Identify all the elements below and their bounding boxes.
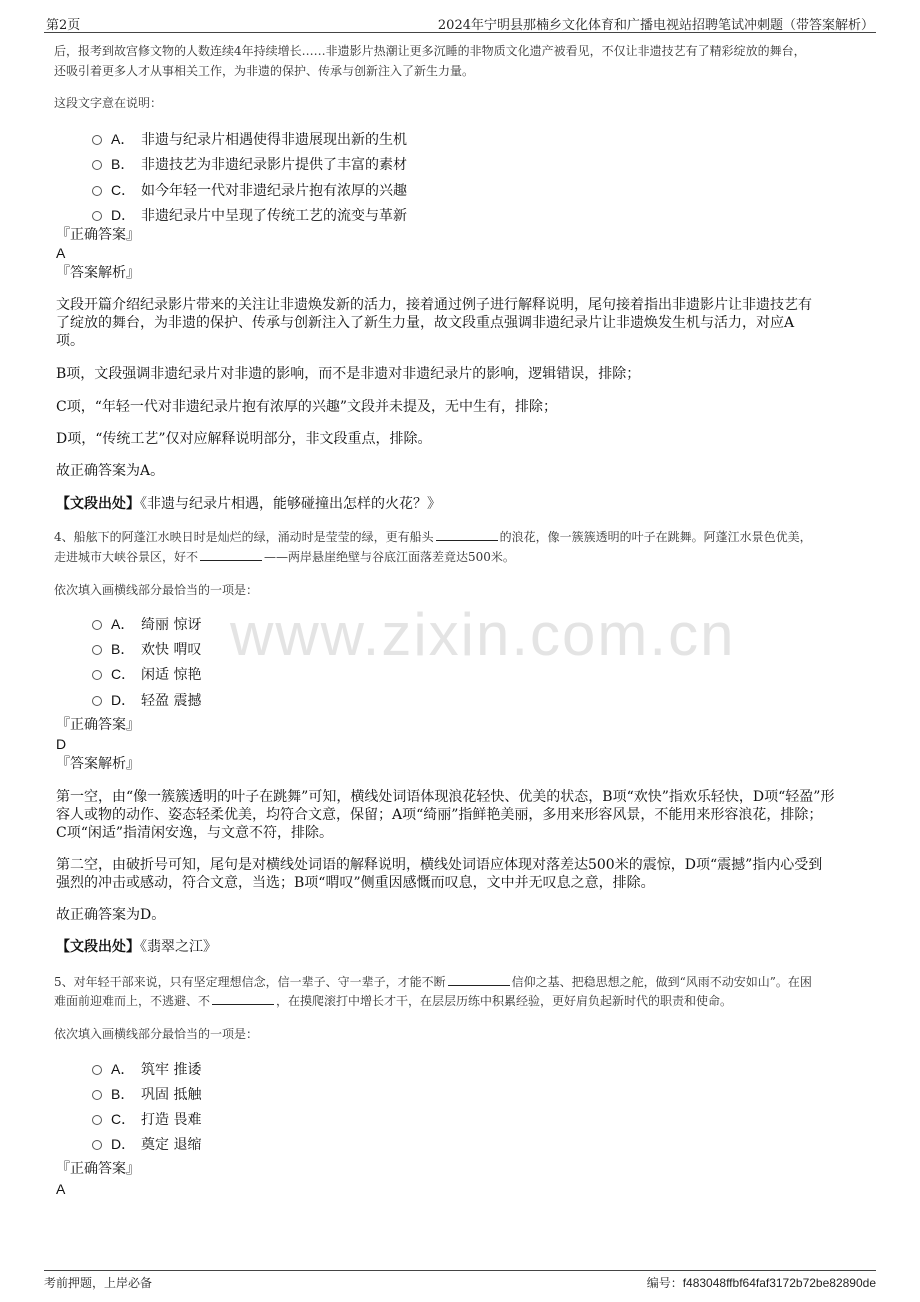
q3-prompt: 这段文字意在说明： — [54, 96, 163, 110]
document-title: 2024年宁明县那楠乡文化体育和广播电视站招聘笔试冲刺题（带答案解析） — [437, 18, 874, 33]
q4-option-c[interactable]: C． 闲适 惊艳 — [92, 664, 201, 684]
q5-option-a[interactable]: A． 筑牢 推诿 — [92, 1059, 201, 1079]
q3-analysis-line: 故正确答案为A。 — [56, 463, 165, 479]
q4-prompt: 依次填入画横线部分最恰当的一项是： — [54, 583, 259, 597]
q3-answer-label: 『正确答案』 — [56, 227, 140, 243]
q3-text-line2: 还吸引着更多人才从事相关工作，为非遗的保护、传承与创新注入了新生力量。 — [54, 64, 475, 78]
q4-analysis-line: 第一空，由“像一簇簇透明的叶子在跳舞”可知，横线处词语体现浪花轻快、优美的状态，B项“欢快”指欢乐轻快，D项“轻盈”形 — [56, 789, 835, 805]
q3-analysis-line: C项，“年轻一代对非遗纪录片抱有浓厚的兴趣”文段并未提及，无中生有，排除； — [56, 399, 558, 415]
q5-prompt: 依次填入画横线部分最恰当的一项是： — [54, 1027, 259, 1041]
q5-answer: A — [56, 1181, 66, 1197]
radio-icon[interactable] — [92, 1065, 102, 1075]
q3-option-c[interactable]: C． 如今年轻一代对非遗纪录片抱有浓厚的兴趣 — [92, 180, 407, 200]
radio-icon[interactable] — [92, 1140, 102, 1150]
fill-blank — [436, 528, 498, 541]
radio-icon[interactable] — [92, 1090, 102, 1100]
q3-analysis-line: D项，“传统工艺”仅对应解释说明部分，非文段重点，排除。 — [56, 431, 432, 447]
q3-text-line1: 后，报考到故宫修文物的人数连续4年持续增长……非遗影片热潮让更多沉睡的非物质文化遗产被看见，不仅让非遗技艺有了精彩绽放的舞台， — [54, 44, 806, 58]
q4-analysis-line: 第二空，由破折号可知，尾句是对横线处词语的解释说明，横线处词语应体现对落差达500米的震惊，D项“震撼”指内心受到 — [56, 857, 823, 873]
radio-icon[interactable] — [92, 186, 102, 196]
q3-analysis-line: 项。 — [56, 333, 84, 349]
q4-text-line2: 走进城市大峡谷景区，好不 ——两岸悬崖绝壁与谷底江面落差竟达500米。 — [54, 550, 515, 564]
q4-analysis-label: 『答案解析』 — [56, 756, 140, 772]
radio-icon[interactable] — [92, 135, 102, 145]
radio-icon[interactable] — [92, 620, 102, 630]
q3-analysis-line: B项，文段强调非遗纪录片对非遗的影响，而不是非遗对非遗纪录片的影响，逻辑错误，排除； — [56, 366, 641, 382]
q3-answer: A — [56, 245, 66, 261]
radio-icon[interactable] — [92, 211, 102, 221]
q3-analysis-label: 『答案解析』 — [56, 265, 140, 281]
q4-text-line1: 4、船舷下的阿蓬江水映日时是灿烂的绿，涌动时是莹莹的绿，更有船头 的浪花，像一簇簇透明的叶子在跳舞。阿蓬江水景色优美， — [54, 530, 812, 544]
q4-analysis-line: 强烈的冲击或感动，符合文意，当选；B项“喟叹”侧重因感慨而叹息，文中并无叹息之意，排除。 — [56, 875, 655, 891]
q5-answer-label: 『正确答案』 — [56, 1161, 140, 1177]
q5-option-d[interactable]: D． 奠定 退缩 — [92, 1134, 201, 1154]
document-id: 编号：f483048ffbf64faf3172b72be82890de — [646, 1276, 876, 1290]
q4-option-d[interactable]: D． 轻盈 震撼 — [92, 690, 201, 710]
q3-option-d[interactable]: D． 非遗纪录片中呈现了传统工艺的流变与革新 — [92, 205, 407, 225]
q4-source: 【文段出处】《翡翠之江》 — [56, 939, 217, 955]
fill-blank — [448, 973, 510, 986]
q4-option-a[interactable]: A． 绮丽 惊讶 — [92, 614, 201, 634]
radio-icon[interactable] — [92, 645, 102, 655]
fill-blank — [212, 992, 274, 1005]
q4-answer: D — [56, 736, 67, 752]
q3-analysis-line: 了绽放的舞台，为非遗的保护、传承与创新注入了新生力量，故文段重点强调非遗纪录片让非遗焕发生机与活力，对应A — [56, 315, 795, 331]
q4-analysis-line: 容人或物的动作、姿态轻柔优美，均符合文意，保留；A项“绮丽”指鲜艳美丽，多用来形容风景，不能用来形容浪花，排除； — [56, 807, 823, 823]
q3-option-a[interactable]: A． 非遗与纪录片相遇使得非遗展现出新的生机 — [92, 129, 407, 149]
q4-answer-label: 『正确答案』 — [56, 717, 140, 733]
q4-analysis-line: C项“闲适”指清闲安逸，与文意不符，排除。 — [56, 825, 334, 841]
q3-source: 【文段出处】《非遗与纪录片相遇，能够碰撞出怎样的火花？》 — [56, 496, 441, 512]
footer-slogan: 考前押题，上岸必备 — [44, 1276, 153, 1290]
radio-icon[interactable] — [92, 696, 102, 706]
q5-option-c[interactable]: C． 打造 畏难 — [92, 1109, 201, 1129]
watermark: www.zixin.com.cn — [230, 601, 736, 668]
q3-option-b[interactable]: B． 非遗技艺为非遗纪录影片提供了丰富的素材 — [92, 154, 407, 174]
q5-text-line1: 5、对年轻干部来说，只有坚定理想信念，信一辈子、守一辈子，才能不断 信仰之基、把稳思想之舵，做到“风雨不动安如山”。在困 — [54, 975, 812, 989]
radio-icon[interactable] — [92, 670, 102, 680]
page-number: 第2页 — [46, 18, 81, 33]
q5-option-b[interactable]: B． 巩固 抵触 — [92, 1084, 201, 1104]
radio-icon[interactable] — [92, 1115, 102, 1125]
fill-blank — [200, 548, 262, 561]
radio-icon[interactable] — [92, 160, 102, 170]
q4-analysis-line: 故正确答案为D。 — [56, 907, 166, 923]
q3-analysis-line: 文段开篇介绍纪录影片带来的关注让非遗焕发新的活力，接着通过例子进行解释说明，尾句接着指出非遗影片让非遗技艺有 — [56, 297, 812, 313]
q5-text-line2: 难面前迎难而上，不逃避、不 ，在摸爬滚打中增长才干，在层层历练中积累经验，更好肩负起新时代的职责和使命。 — [54, 994, 733, 1008]
page-footer — [44, 1270, 876, 1293]
page-header — [44, 12, 876, 33]
q4-option-b[interactable]: B． 欢快 喟叹 — [92, 639, 201, 659]
